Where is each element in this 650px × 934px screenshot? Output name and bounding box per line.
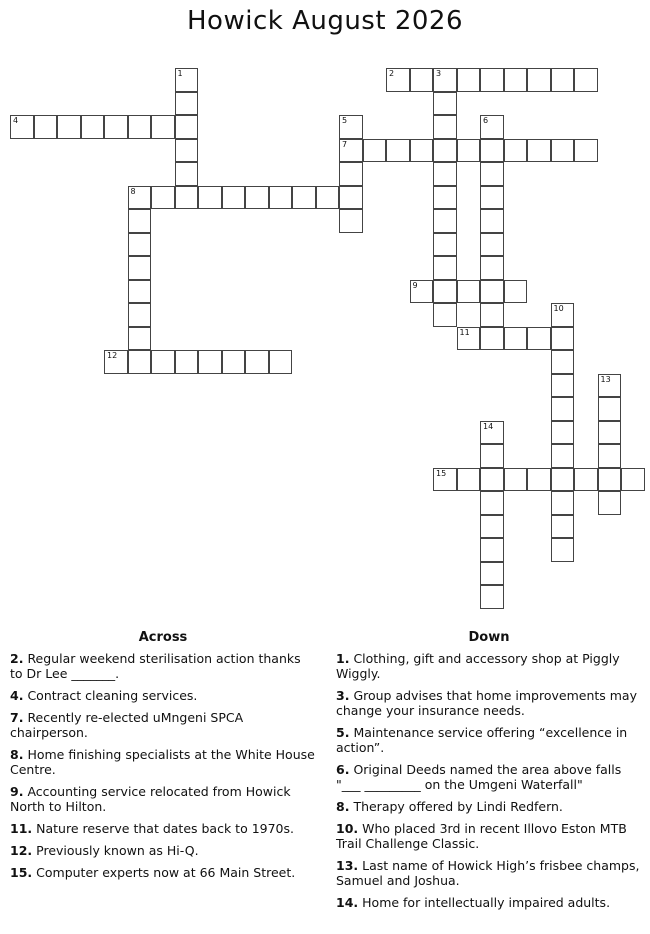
grid-cell[interactable]: [433, 186, 457, 210]
grid-cell[interactable]: [457, 139, 481, 163]
grid-cell[interactable]: [245, 186, 269, 210]
grid-cell[interactable]: [269, 350, 293, 374]
grid-cell[interactable]: [480, 256, 504, 280]
grid-cell[interactable]: [128, 115, 152, 139]
grid-cell[interactable]: [621, 468, 645, 492]
grid-cell[interactable]: [222, 186, 246, 210]
grid-cell[interactable]: [551, 538, 575, 562]
grid-cell[interactable]: [175, 115, 199, 139]
clue-across-4: 4. Contract cleaning services.: [10, 688, 198, 703]
grid-cell[interactable]: [457, 468, 481, 492]
grid-cell[interactable]: [574, 468, 598, 492]
clue-number-label: 11: [459, 327, 470, 337]
clue-down-8: 8. Therapy offered by Lindi Redfern.: [336, 799, 563, 814]
clue-down-10: 10. Who placed 3rd in recent Illovo Eston MTB Trail Challenge Classic.: [336, 821, 627, 851]
grid-cell[interactable]: [551, 515, 575, 539]
grid-cell[interactable]: [480, 280, 504, 304]
clue-number-label: 1: [177, 69, 183, 78]
across-clues: [10, 630, 316, 887]
grid-cell[interactable]: [151, 350, 175, 374]
grid-cell[interactable]: [504, 68, 528, 92]
grid-cell[interactable]: [104, 350, 128, 374]
grid-cell[interactable]: [128, 233, 152, 257]
clue-number-label: 8: [130, 186, 136, 196]
grid-cell[interactable]: [128, 256, 152, 280]
down-heading: Down: [468, 630, 510, 645]
grid-cell[interactable]: [527, 327, 551, 351]
grid-cell[interactable]: [128, 350, 152, 374]
clue-down-13: 13. Last name of Howick High’s frisbee champs, Samuel and Joshua.: [336, 858, 640, 888]
clue-down-6: 6. Original Deeds named the area above falls "___ _________ on the Umgeni Waterfall": [336, 762, 622, 792]
grid-cell[interactable]: [480, 115, 504, 139]
grid-cell[interactable]: [480, 68, 504, 92]
grid-cell[interactable]: [527, 68, 551, 92]
clue-across-2: 2. Regular weekend sterilisation action thanks to Dr Lee _______.: [10, 651, 301, 681]
grid-cell[interactable]: [551, 68, 575, 92]
grid-cell[interactable]: [480, 327, 504, 351]
grid-cell[interactable]: [175, 162, 199, 186]
grid-cell[interactable]: [433, 303, 457, 327]
grid-cell[interactable]: [551, 327, 575, 351]
grid-cell[interactable]: [128, 186, 152, 210]
grid-cell[interactable]: [598, 421, 622, 445]
clue-number-label: 9: [412, 280, 418, 290]
grid-cell[interactable]: [598, 491, 622, 515]
grid-cell[interactable]: [480, 139, 504, 163]
clue-number-label: 12: [107, 351, 118, 360]
grid-cell[interactable]: [339, 115, 363, 139]
grid-cell[interactable]: [480, 186, 504, 210]
grid-cell[interactable]: [551, 491, 575, 515]
grid-cell[interactable]: [57, 115, 81, 139]
grid-cell[interactable]: [175, 139, 199, 163]
grid-cell[interactable]: [410, 139, 434, 163]
clue-number-label: 15: [436, 468, 447, 478]
grid-cell[interactable]: [598, 444, 622, 468]
clue-number-label: 10: [553, 304, 564, 313]
grid-cell[interactable]: [504, 327, 528, 351]
clue-down-14: 14. Home for intellectually impaired adults.: [336, 895, 611, 910]
clue-across-9: 9. Accounting service relocated from Howick North to Hilton.: [10, 784, 291, 814]
grid-cell[interactable]: [128, 303, 152, 327]
clue-number-label: 6: [483, 116, 489, 125]
grid-cell[interactable]: [175, 186, 199, 210]
clue-down-3: 3. Group advises that home improvements may change your insurance needs.: [336, 688, 637, 718]
clue-across-12: 12. Previously known as Hi-Q.: [10, 843, 199, 858]
grid-cell[interactable]: [433, 280, 457, 304]
grid-cell[interactable]: [339, 209, 363, 233]
grid-cell[interactable]: [433, 256, 457, 280]
grid-cell[interactable]: [551, 303, 575, 327]
grid-cell[interactable]: [175, 68, 199, 92]
grid-cell[interactable]: [551, 374, 575, 398]
grid-cell[interactable]: [104, 115, 128, 139]
grid-cell[interactable]: [245, 350, 269, 374]
grid-cell[interactable]: [339, 162, 363, 186]
clue-number-label: 2: [389, 69, 395, 78]
grid-cell[interactable]: [551, 139, 575, 163]
across-heading: Across: [138, 630, 188, 645]
grid-cell[interactable]: [551, 397, 575, 421]
grid-cell[interactable]: [410, 68, 434, 92]
grid-cell[interactable]: [433, 92, 457, 116]
grid-cell[interactable]: [292, 186, 316, 210]
grid-cell[interactable]: [34, 115, 58, 139]
grid-cell[interactable]: [480, 162, 504, 186]
grid-cell[interactable]: [128, 280, 152, 304]
grid-cell[interactable]: [269, 186, 293, 210]
clue-number-label: 7: [342, 139, 348, 149]
grid-cell[interactable]: [457, 280, 481, 304]
grid-cell[interactable]: [480, 515, 504, 539]
grid-cell[interactable]: [128, 327, 152, 351]
grid-cell[interactable]: [457, 327, 481, 351]
grid-cell[interactable]: [480, 444, 504, 468]
clue-number-label: 4: [13, 116, 19, 125]
grid-cell[interactable]: [480, 538, 504, 562]
grid-cell[interactable]: [339, 186, 363, 210]
grid-cell[interactable]: [128, 209, 152, 233]
grid-cell[interactable]: [480, 491, 504, 515]
clue-number-label: 14: [483, 421, 494, 431]
grid-cell[interactable]: [598, 374, 622, 398]
grid-cell[interactable]: [457, 68, 481, 92]
grid-cell[interactable]: [504, 139, 528, 163]
grid-cell[interactable]: [386, 68, 410, 92]
grid-cell[interactable]: [433, 162, 457, 186]
grid-cell[interactable]: [433, 233, 457, 257]
grid-cell[interactable]: [574, 68, 598, 92]
grid-cell[interactable]: [151, 115, 175, 139]
grid-cell[interactable]: [480, 421, 504, 445]
clue-across-8: 8. Home finishing specialists at the White House Centre.: [10, 747, 315, 777]
grid-cell[interactable]: [410, 280, 434, 304]
clue-across-11: 11. Nature reserve that dates back to 1970s.: [10, 821, 294, 836]
clue-across-15: 15. Computer experts now at 66 Main Street.: [10, 865, 296, 880]
down-clues: [336, 630, 642, 917]
grid-cell[interactable]: [574, 139, 598, 163]
grid-cell[interactable]: [504, 280, 528, 304]
grid-cell[interactable]: [10, 115, 34, 139]
grid-cell[interactable]: [527, 139, 551, 163]
grid-cell[interactable]: [527, 468, 551, 492]
grid-cell[interactable]: [433, 68, 457, 92]
grid-cell[interactable]: [480, 209, 504, 233]
grid-cell[interactable]: [316, 186, 340, 210]
grid-cell[interactable]: [480, 233, 504, 257]
grid-cell[interactable]: [598, 397, 622, 421]
grid-cell[interactable]: [551, 350, 575, 374]
clue-number-label: 13: [600, 374, 611, 384]
grid-cell[interactable]: [363, 139, 387, 163]
clue-number-label: 5: [342, 116, 348, 125]
grid-cell[interactable]: [433, 139, 457, 163]
clue-across-7: 7. Recently re-elected uMngeni SPCA chairperson.: [10, 710, 244, 740]
puzzle-title: Howick August 2026: [187, 6, 463, 36]
grid-cell[interactable]: [81, 115, 105, 139]
clue-down-5: 5. Maintenance service offering “excellence in action”.: [336, 725, 628, 755]
grid-cell[interactable]: [504, 468, 528, 492]
grid-cell[interactable]: [198, 350, 222, 374]
grid-cell[interactable]: [433, 209, 457, 233]
grid-cell[interactable]: [175, 350, 199, 374]
grid-cell[interactable]: [551, 468, 575, 492]
grid-cell[interactable]: [480, 585, 504, 609]
clue-number-label: 3: [436, 69, 442, 78]
grid-cell[interactable]: [480, 562, 504, 586]
grid-cell[interactable]: [480, 468, 504, 492]
grid-cell[interactable]: [386, 139, 410, 163]
grid-cell[interactable]: [339, 139, 363, 163]
grid-cell[interactable]: [198, 186, 222, 210]
grid-cell[interactable]: [175, 92, 199, 116]
grid-cell[interactable]: [433, 115, 457, 139]
clue-down-1: 1. Clothing, gift and accessory shop at Piggly Wiggly.: [336, 651, 620, 681]
grid-cell[interactable]: [480, 303, 504, 327]
grid-cell[interactable]: [551, 421, 575, 445]
grid-cell[interactable]: [433, 468, 457, 492]
grid-cell[interactable]: [222, 350, 246, 374]
grid-cell[interactable]: [551, 444, 575, 468]
grid-cell[interactable]: [598, 468, 622, 492]
grid-cell[interactable]: [151, 186, 175, 210]
